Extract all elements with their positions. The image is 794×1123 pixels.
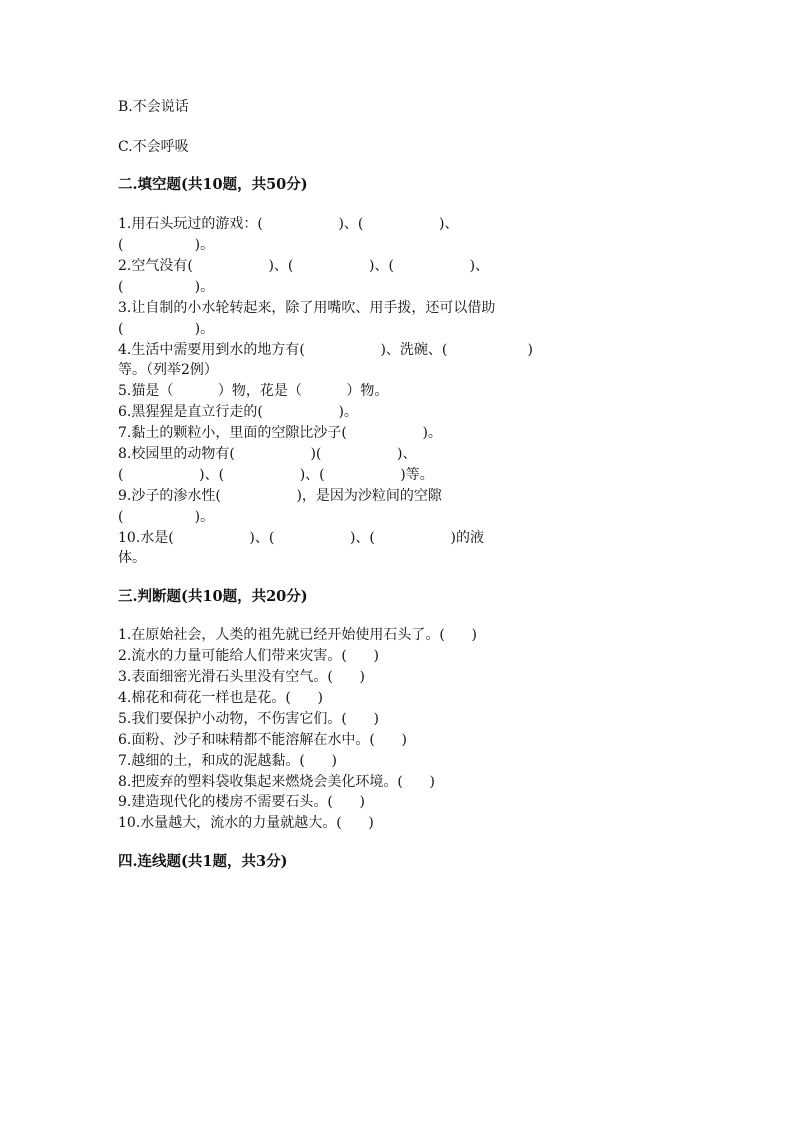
fill-blank-line: ( )。 (118, 237, 215, 253)
fill-blank-line: 体。 (118, 550, 146, 566)
fill-blank-line: ( )、( )、( )等。 (118, 467, 434, 483)
fill-blank-line: 4.生活中需要用到水的地方有( )、洗碗、( ) (118, 342, 533, 358)
fill-blank-line: 9.沙子的渗水性( )，是因为沙粒间的空隙 (118, 488, 442, 504)
true-false-line: 5.我们要保护小动物，不伤害它们。( ) (118, 711, 379, 727)
section-4-heading: 四.连线题(共1题，共3分) (118, 853, 288, 870)
true-false-line: 7.越细的土，和成的泥越黏。( ) (118, 753, 337, 769)
true-false-line: 3.表面细密光滑石头里没有空气。( ) (118, 669, 365, 685)
true-false-line: 10.水量越大，流水的力量就越大。( ) (118, 815, 374, 831)
option-c: C.不会呼吸 (118, 139, 189, 155)
true-false-line: 9.建造现代化的楼房不需要石头。( ) (118, 794, 365, 810)
true-false-line: 6.面粉、沙子和味精都不能溶解在水中。( ) (118, 732, 407, 748)
fill-blank-line: 7.黏土的颗粒小，里面的空隙比沙子( )。 (118, 425, 442, 441)
true-false-line: 2.流水的力量可能给人们带来灾害。( ) (118, 648, 379, 664)
fill-blank-line: ( )。 (118, 509, 215, 525)
section-3-heading: 三.判断题(共10题，共20分) (118, 588, 308, 605)
fill-blank-line: 3.让自制的小水轮转起来，除了用嘴吹、用手拨，还可以借助 (118, 300, 496, 316)
fill-blank-line: 1.用石头玩过的游戏：( )、( )、 (118, 216, 459, 232)
true-false-line: 1.在原始社会，人类的祖先就已经开始使用石头了。( ) (118, 627, 477, 643)
fill-blank-line: 2.空气没有( )、( )、( )、 (118, 258, 490, 274)
fill-blank-line: 5.猫是（ ）物，花是（ ）物。 (118, 383, 389, 399)
section-2-heading: 二.填空题(共10题，共50分) (118, 176, 308, 193)
fill-blank-line: 10.水是( )、( )、( )的液 (118, 530, 484, 546)
fill-blank-line: ( )。 (118, 321, 215, 337)
fill-blank-line: 8.校园里的动物有( )( )、 (118, 446, 417, 462)
option-b: B.不会说话 (118, 99, 189, 115)
fill-blank-line: ( )。 (118, 279, 215, 295)
fill-blank-line: 等。（列举2例） (118, 362, 218, 378)
true-false-line: 4.棉花和荷花一样也是花。( ) (118, 690, 323, 706)
fill-blank-line: 6.黑猩猩是直立行走的( )。 (118, 404, 358, 420)
true-false-line: 8.把废弃的塑料袋收集起来燃烧会美化环境。( ) (118, 774, 435, 790)
